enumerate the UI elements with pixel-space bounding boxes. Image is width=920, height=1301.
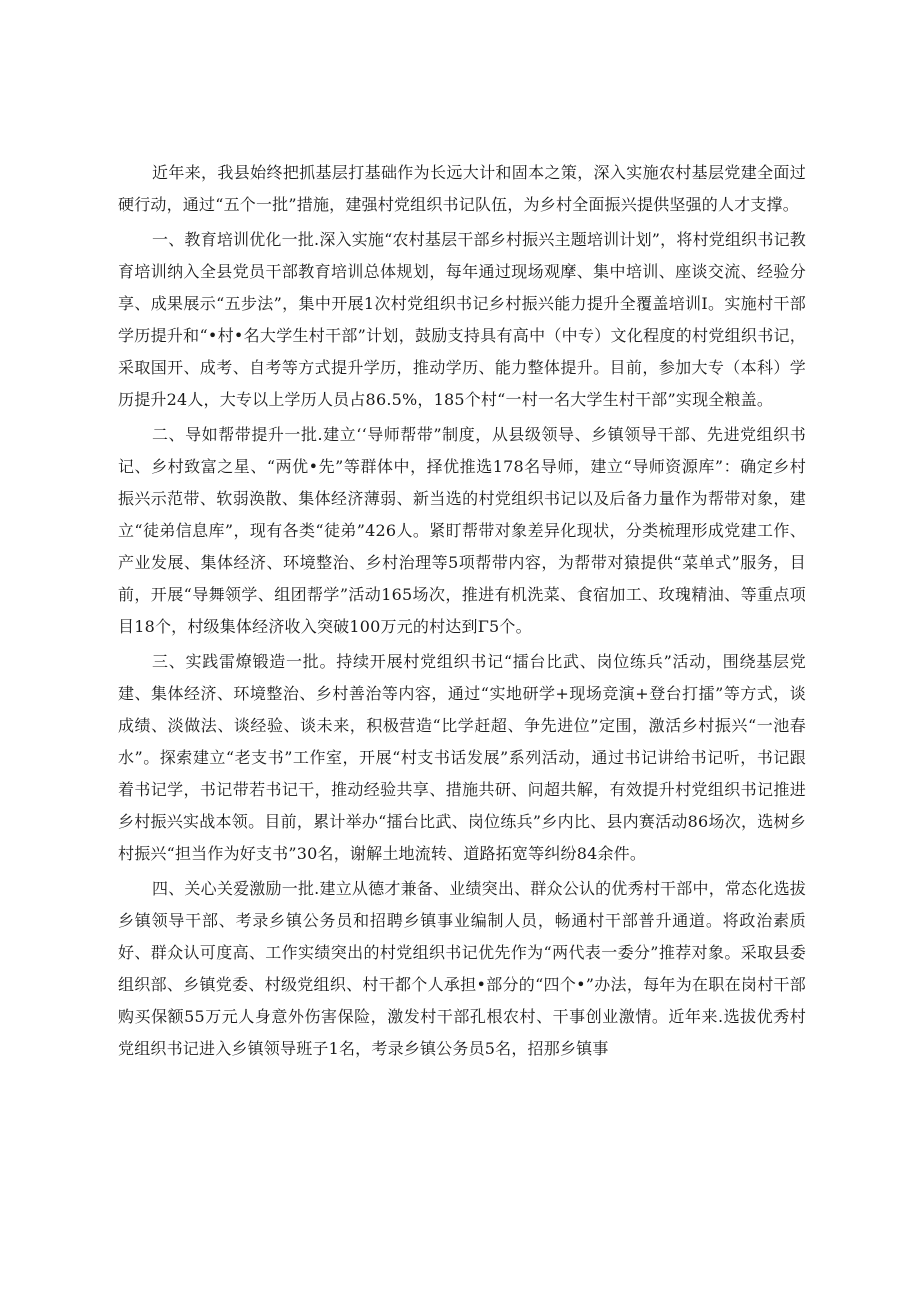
section-4-paragraph: 四、关心关爱激励一批.建立从德才兼备、业绩突出、群众公认的优秀村干部中，常态化选拔乡镇领导干部、考录乡镇公务员和招聘乡镇事业编制人员，畅通村干部普升通道。将政治素质好、群众认可度高、工作实绩突出的村党组织书记优先作为“两代表一委分”推荐对象。采取县委组织部、乡镇党委、村级党组织、村干都个人承担•部分的“四个•”办法，每年为在职在岗村干部购买保额55万元人身意外伤害保险，激发村干部孔根农村、干事创业激情。近年来.选拔优秀村党组织书记进入乡镇领导班子1名，考录乡镇公务员5名，招那乡镇事	[118, 879, 806, 1058]
section-1-paragraph: 一、教育培训优化一批.深入实施“农村基层干部乡村振兴主题培训计划”，将村党组织书记教育培训纳入全县党员干部教育培训总体规划，每年通过现场观摩、集中培训、座谈交流、经验分享、成果展示“五步法”，集中开展1次村党组织书记乡村振兴能力提升全覆盖培训I。实施村干部学历提升和“•村•名大学生村干部”计划，鼓励支持具有高中（中专）文化程度的村党组织书记，采取国开、成考、自考等方式提升学历，推动学历、能力整体提升。目前，参加大专（本科）学历提升24人，大专以上学历人员占86.5%，185个村“一村一名大学生村干部”实现全粮盖。	[118, 230, 806, 409]
intro-paragraph: 近年来，我县始终把抓基层打基础作为长远大计和固本之策，深入实施农村基层党建全面过硬行动，通过“五个一批”措施，建强村党组织书记队伍，为乡村全面振兴提供坚强的人才支撑。	[118, 163, 806, 214]
section-2-paragraph: 二、导如帮带提升一批.建立‘‘导师帮带”制度，从县级领导、乡镇领导干部、先进党组织书记、乡村致富之星、“两优•先”等群体中，择优推选178名导师，建立“导师资源库”：确定乡村振兴示范带、软弱涣散、集体经济薄弱、新当选的村党组织书记以及后备力量作为帮带对象，建立“徒弟信息库”，现有各类“徒弟”426人。紧盯帮带对象差异化现状，分类梳理形成党建工作、产业发展、集体经济、环境整治、乡村治理等5项帮带内容，为帮带对猿提供“菜单式”服务，目前，开展“导舞领学、组团帮学”活动165场次，推进有机洗菜、食宿加工、玫瑰精油、等重点项目18个，村级集体经济收入突破100万元的村达到Γ5个。	[118, 425, 806, 636]
section-3-paragraph: 三、实践雷燎锻造一批。持续开展村党组织书记“擂台比武、岗位练兵”活动，围绕基层党建、集体经济、环境整治、乡村善治等内容，通过“实地研学+现场竞演+登台打擂”等方式，谈成绩、淡做法、谈经验、谈未来，积极营造“比学赶超、争先进位”定围，激活乡村振兴“一池春水”。探索建立“老支书”工作室，开展“村支书话发展”系列活动，通过书记讲给书记听，书记跟着书记学，书记带若书记干，推动经验共享、措施共研、问超共解，有效提升村党组织书记推进乡村振兴实战本领。目前，累计举办“擂台比武、岗位练兵”乡内比、县内赛活动86场次，选树乡村振兴“担当作为好支书”30名，谢解土地流转、道路拓宽等纠纷84余件。	[118, 652, 806, 863]
document-body	[118, 157, 806, 1068]
